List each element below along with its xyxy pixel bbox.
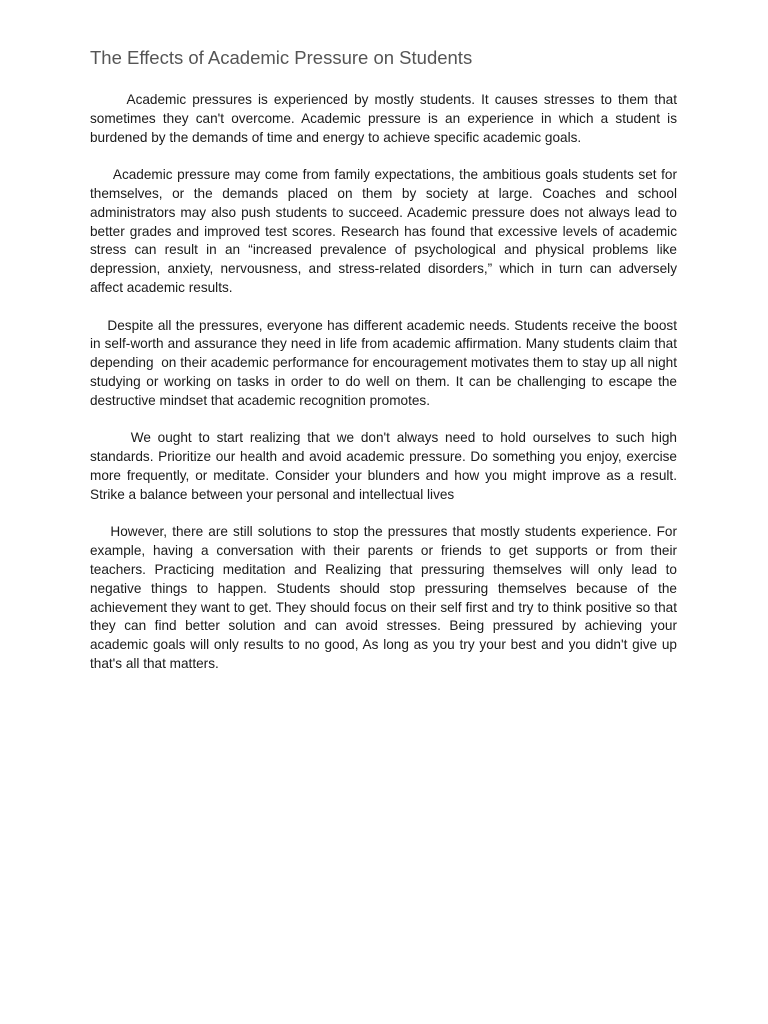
paragraph-4: We ought to start realizing that we don't always need to hold ourselves to such high standards. Prioritize our health and avoid academic pressure. Do something you enjoy, exercise more frequently, or meditate. Consider your blunders and how you might improve as a result. Strike a balance between your personal and intellectual lives bbox=[90, 430, 681, 502]
paragraph-1: Academic pressures is experienced by mostly students. It causes stresses to them that sometimes they can't overcome. Academic pressure is an experience in which a student is burdened by the demands of time and energy to achieve specific academic goals. bbox=[90, 92, 681, 145]
document-body bbox=[90, 91, 681, 693]
paragraph-5: However, there are still solutions to stop the pressures that mostly students experience. For example, having a conversation with their parents or friends to get supports or from their teachers. Practicing meditation and Realizing that pressuring themselves will only lead to negative things to happen. Students should stop pressuring themselves because of the achievement they want to get. They should focus on their self first and try to think positive so that they can find better solution and can avoid stresses. Being pressured by achieving your academic goals will only results to no good, As long as you try your best and you didn't give up that's all that matters. bbox=[90, 524, 681, 671]
paragraph-2: Academic pressure may come from family expectations, the ambitious goals students set for themselves, or the demands placed on them by society at large. Coaches and school administrators may also push students to succeed. Academic pressure does not always lead to better grades and improved test scores. Research has found that excessive levels of academic stress can result in an “increased prevalence of psychological and physical problems like depression, anxiety, nervousness, and stress-related disorders,” which in turn can adversely affect academic results. bbox=[90, 167, 681, 295]
document-title: The Effects of Academic Pressure on Students bbox=[90, 47, 473, 68]
paragraph-3: Despite all the pressures, everyone has different academic needs. Students receive the boost in self-worth and assurance they need in life from academic affirmation. Many students claim that depending on their academic performance for encouragement motivates them to stay up all night studying or working on tasks in order to do well on them. It can be challenging to escape the destructive mindset that academic recognition promotes. bbox=[90, 317, 681, 408]
